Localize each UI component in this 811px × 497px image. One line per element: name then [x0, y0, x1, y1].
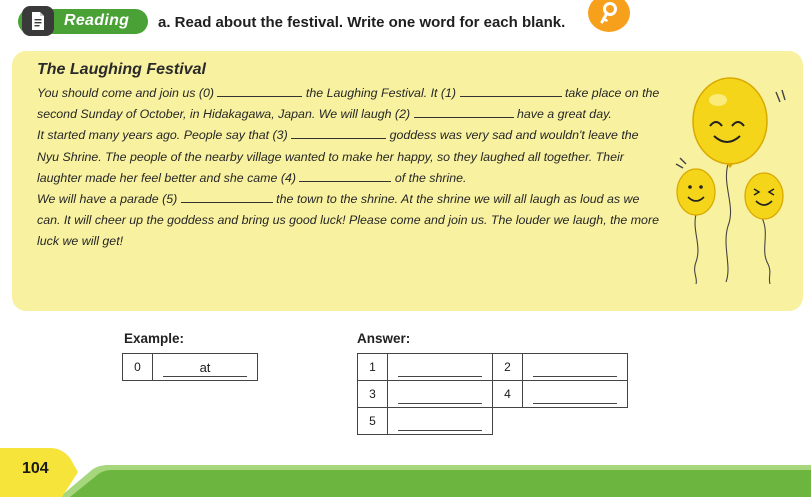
key-icon: [588, 0, 630, 32]
empty-cell: [493, 408, 523, 435]
smiling-balloons-illustration: [670, 66, 800, 286]
blank-4: [299, 169, 391, 182]
blank-0: [217, 84, 302, 97]
answer-blank-1[interactable]: [388, 354, 493, 381]
story-text-segment: the town to the shrine. At the shrine we will all laugh as loud as we can. It will cheer up the goddess and bring us good luck! Please come and join us. The louder we laugh, the more luck we will get!: [37, 192, 659, 249]
example-label: Example:: [124, 331, 185, 346]
document-icon: [22, 6, 54, 36]
blank-2: [414, 105, 514, 118]
answer-blank-3[interactable]: [388, 381, 493, 408]
story-text-segment: It started many years ago. People say that (3): [37, 128, 292, 143]
answer-blank-2[interactable]: [523, 354, 628, 381]
small-balloon-left: [677, 169, 715, 215]
story-text-segment: of the shrine.: [391, 170, 467, 185]
example-table: [122, 353, 258, 381]
large-balloon: [693, 78, 767, 168]
example-answer: at: [163, 358, 247, 377]
story-text-segment: You should come and join us (0): [37, 86, 218, 100]
blank-3: [291, 126, 386, 139]
section-label: Reading: [64, 12, 130, 29]
answer-table: [357, 353, 628, 435]
story-text-segment: the Laughing Festival. It (1): [302, 86, 460, 100]
story-text-segment: take place on the second Sunday of October, in Hidakagawa, Japan. We will laugh (2): [37, 86, 660, 122]
answer-number: 5: [358, 408, 388, 435]
answer-number: 4: [493, 381, 523, 408]
answer-number: 3: [358, 381, 388, 408]
answer-blank-4[interactable]: [523, 381, 628, 408]
story-text-segment: We will have a parade (5): [37, 192, 181, 207]
section-header: [0, 0, 811, 42]
story-title: The Laughing Festival: [37, 61, 206, 78]
small-balloon-right: [745, 173, 783, 219]
story-text: [37, 83, 662, 253]
answer-label: Answer:: [357, 331, 411, 346]
answer-number: 1: [358, 354, 388, 381]
story-text-segment: have a great day.: [513, 107, 612, 122]
page-footer: [0, 448, 811, 497]
answer-blank-5[interactable]: [388, 408, 493, 435]
example-answer-cell: [153, 354, 258, 381]
example-number: 0: [123, 354, 153, 381]
empty-cell: [523, 408, 628, 435]
page-number: 104: [22, 460, 49, 477]
story-text-segment: goddess was very sad and wouldn't leave the Nyu Shrine. The people of the nearby village wanted to make her happy, so they laughed all together. Their laughter made her feel better and she came (4): [37, 128, 639, 185]
instruction-text: a. Read about the festival. Write one word for each blank.: [158, 14, 566, 31]
story-paragraph-2: [37, 125, 662, 189]
story-paragraph-3: [37, 189, 662, 253]
story-paragraph-1: [37, 83, 662, 125]
blank-1: [460, 84, 562, 97]
answer-number: 2: [493, 354, 523, 381]
blank-5: [181, 190, 273, 203]
